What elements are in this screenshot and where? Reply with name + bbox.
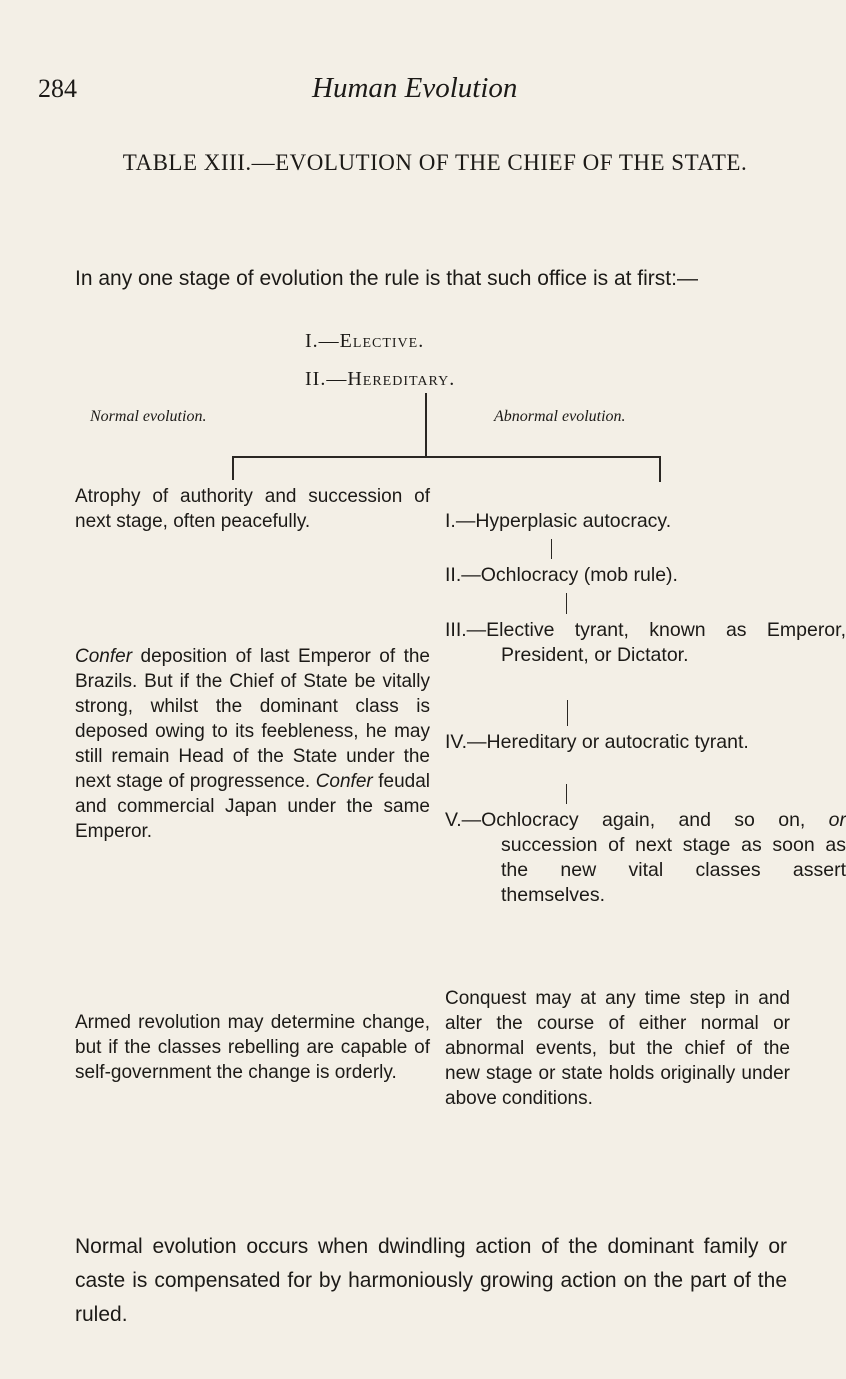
- stage-connector-4: [566, 784, 567, 804]
- connector-line-horizontal: [232, 456, 661, 458]
- stage-4: IV.—Hereditary or autocratic tyrant.: [445, 731, 749, 753]
- stage-5: V.—Ochlocracy again, and so on, or succession of next stage as soon as the new vital classes assert themselves.: [445, 809, 846, 906]
- connector-line-left-drop: [232, 456, 234, 480]
- intro-paragraph: In any one stage of evolution the rule is that such office is at first:—: [75, 267, 698, 290]
- stage-connector-1: [551, 539, 552, 559]
- connector-line-center: [425, 393, 427, 456]
- atrophy-paragraph: Atrophy of authority and succession of next stage, often peacefully.: [75, 486, 430, 532]
- page-number: 284: [38, 74, 77, 103]
- column-head-abnormal: Abnormal evolution.: [494, 408, 626, 425]
- option-hereditary-label: Hereditary.: [347, 368, 456, 390]
- footer-paragraph: Normal evolution occurs when dwindling action of the dominant family or caste is compensated for by harmoniously growing action on the part of the ruled.: [75, 1235, 787, 1326]
- running-title: Human Evolution: [312, 72, 518, 104]
- option-hereditary: II.—Hereditary.: [305, 368, 456, 390]
- option-elective: I.—Elective.: [305, 330, 425, 352]
- column-head-normal: Normal evolution.: [90, 408, 207, 425]
- stage-2: II.—Ochlocracy (mob rule).: [445, 564, 678, 586]
- stage-connector-2: [566, 593, 567, 614]
- table-title: [75, 146, 795, 180]
- armed-revolution-paragraph: Armed revolution may determine change, but if the classes rebelling are capable of self-government the change is orderly.: [75, 1012, 430, 1083]
- confer-paragraph: Confer deposition of last Emperor of the Brazils. But if the Chief of State be vitally strong, whilst the dominant class is deposed owing to its feebleness, he may still remain Head of the State under the next stage of progressence. Confer feudal and commercial Japan under the same Emperor.: [75, 646, 430, 842]
- stage-1: I.—Hyperplasic autocracy.: [445, 510, 672, 532]
- stage-connector-3: [567, 700, 568, 726]
- connector-line-right-drop: [659, 456, 661, 482]
- table-title-text: TABLE XIII.—EVOLUTION OF THE CHIEF OF THE STATE.: [122, 150, 748, 175]
- conquest-paragraph: Conquest may at any time step in and alter the course of either normal or abnormal events, but the chief of the new stage or state holds originally under above conditions.: [445, 988, 790, 1109]
- option-elective-label: Elective.: [339, 330, 425, 352]
- stage-3: III.—Elective tyrant, known as Emperor, President, or Dictator.: [445, 619, 846, 666]
